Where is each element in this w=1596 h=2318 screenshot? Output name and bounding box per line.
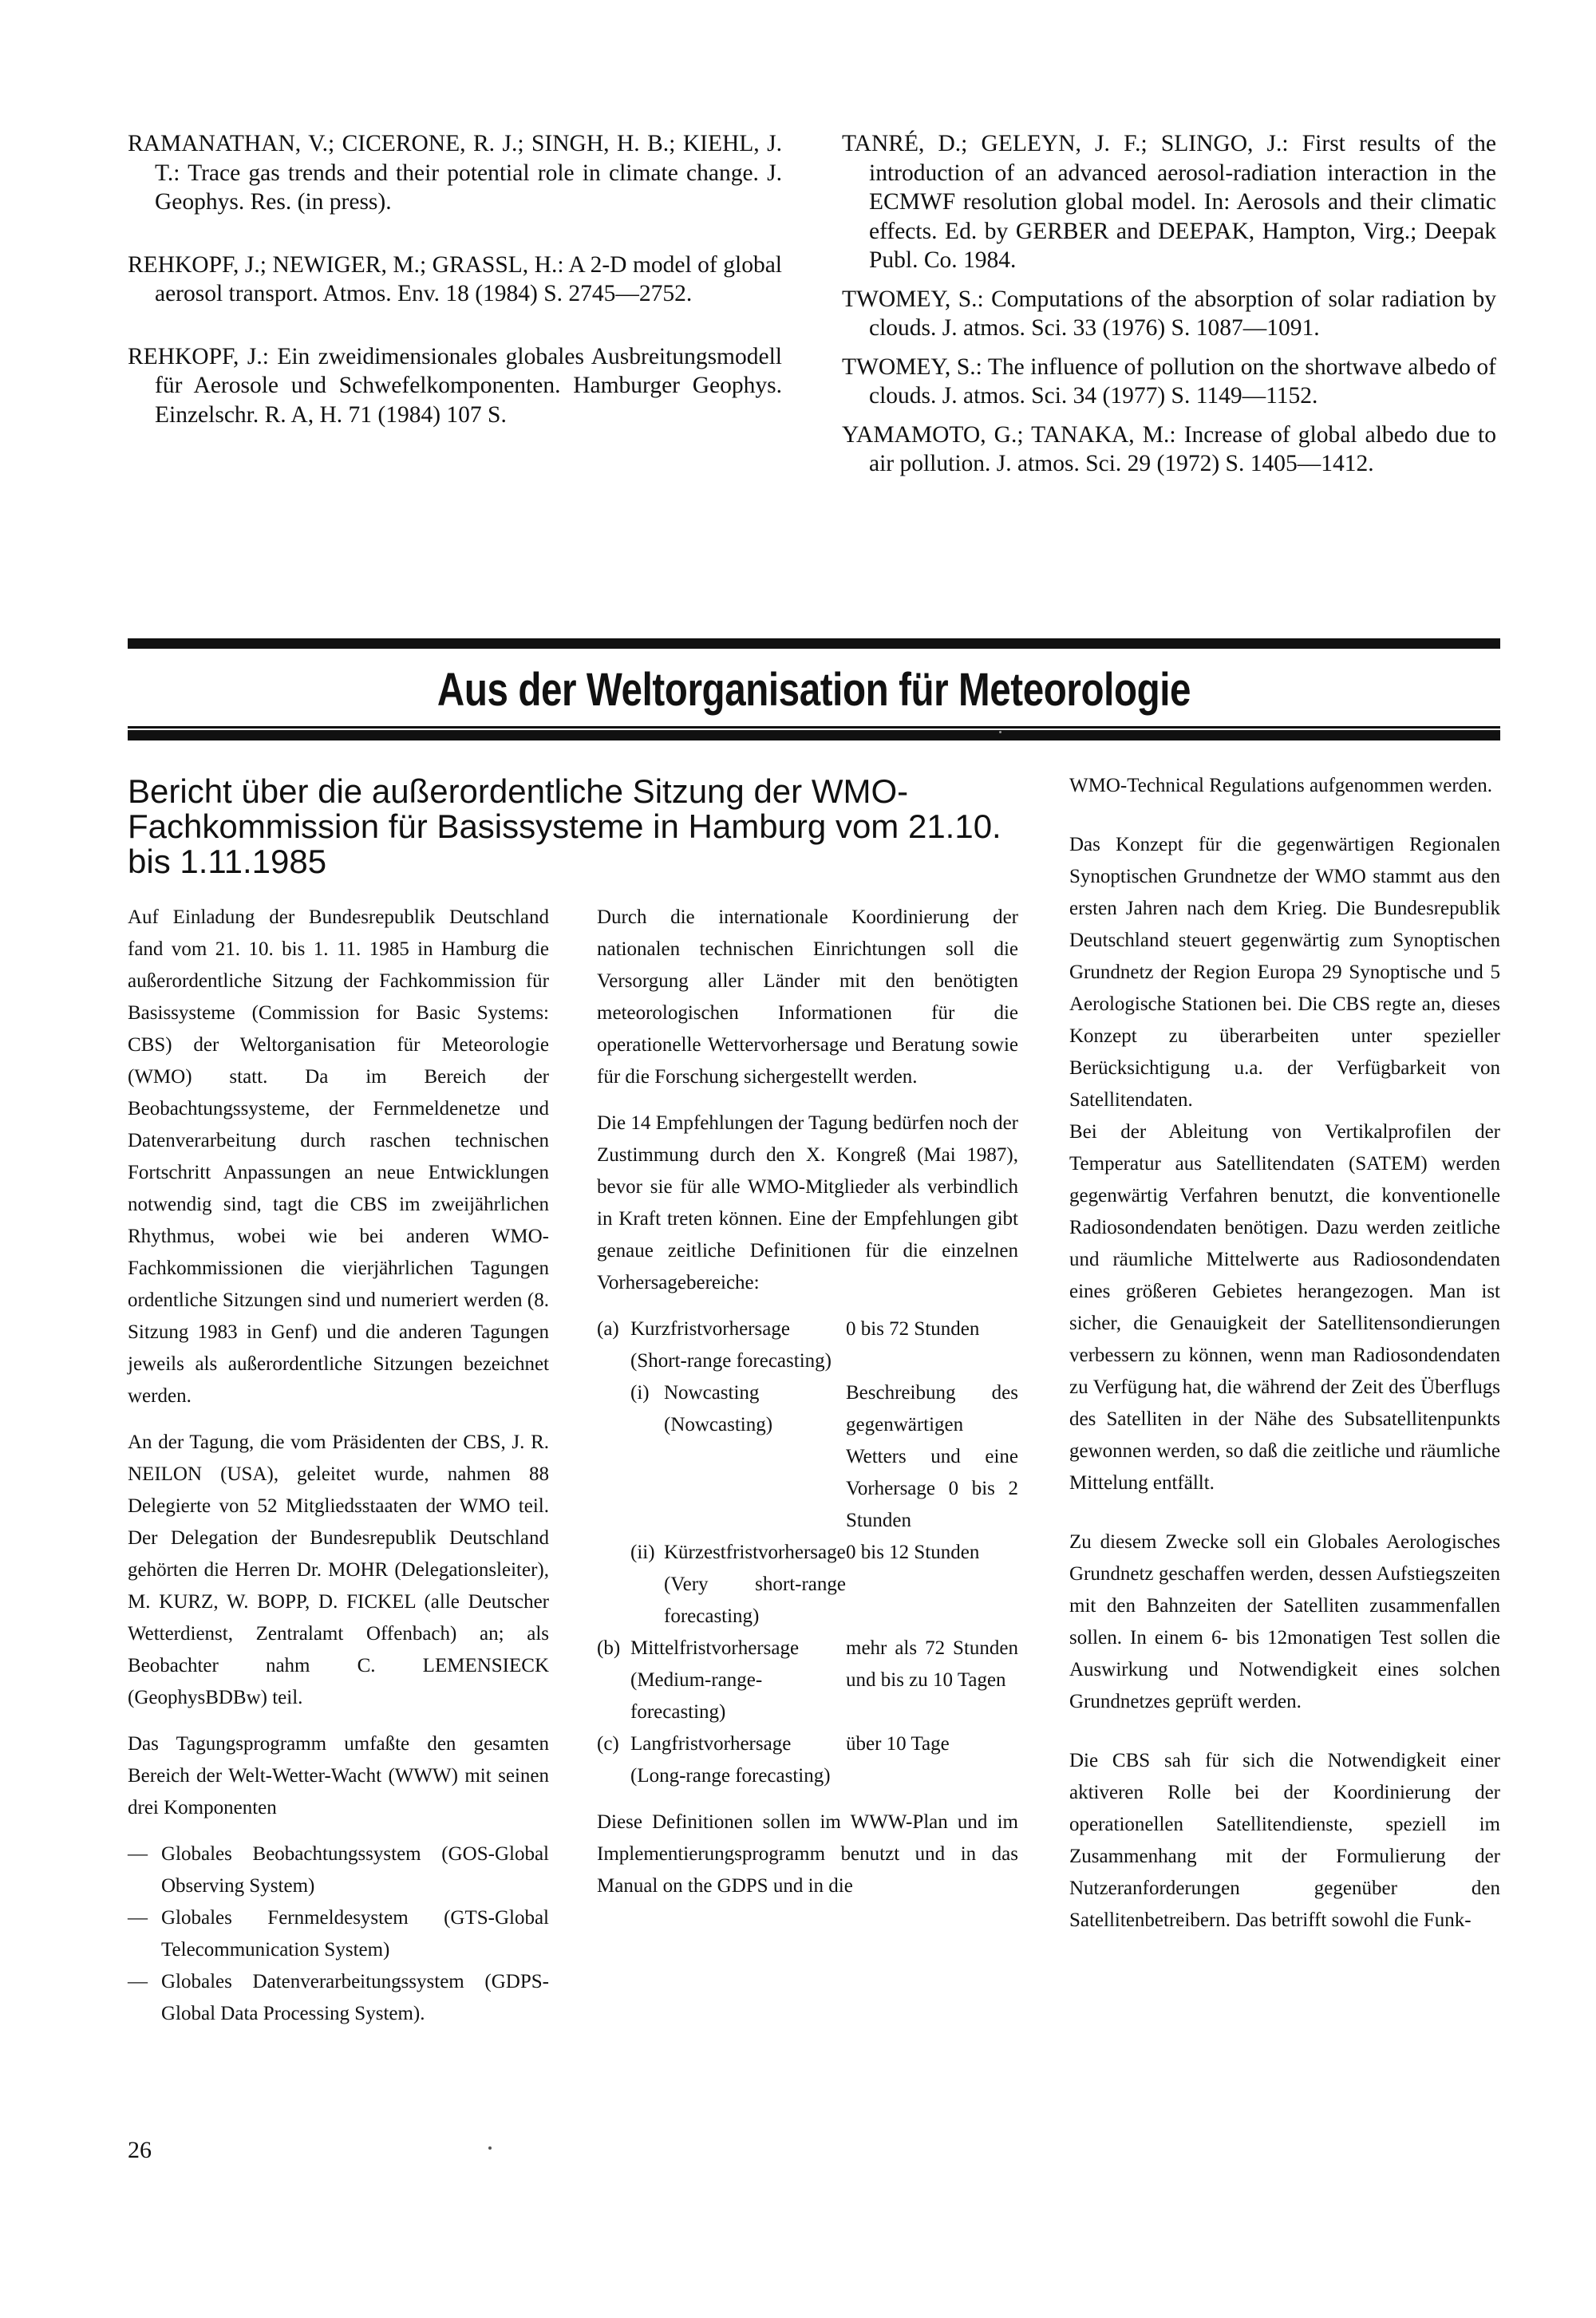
- paragraph: Das Konzept für die gegenwärtigen Regionalen Synoptischen Grundnetze der WMO stammt aus den ersten Jahren nach dem Krieg. Die Bundesrepublik Deutschland steuert gegenwärtig zum Synoptischen Grundnetz der Region Europa 29 Synoptische und 5 Aerologische Stationen bei. Die CBS regte an, dieses Konzept zu überarbeiten unter spezieller Berücksichtigung u.a. der Verfügbarkeit von Satellitendaten.: [1069, 834, 1500, 1111]
- reference-entry: TWOMEY, S.: Computations of the absorption of solar radiation by clouds. J. atmos. Sci. 33 (1976) S. 1087—1091.: [842, 286, 1496, 341]
- table-row: (c) Langfristvorhersage (Long-range forecasting) über 10 Tage: [597, 1733, 950, 1787]
- page-number: 26: [128, 2137, 152, 2163]
- article-column-1: [128, 902, 549, 2030]
- scan-speck: [488, 2146, 492, 2150]
- reference-entry: REHKOPF, J.; NEWIGER, M.; GRASSL, H.: A 2-D model of global aerosol transport. Atmos. Env. 18 (1984) S. 2745—2752.: [128, 251, 782, 306]
- component-list: [128, 1838, 549, 2030]
- list-dash: —: [128, 1843, 148, 1865]
- paragraph: WMO-Technical Regulations aufgenommen werden.: [1069, 775, 1493, 796]
- section-rule-bottom: [128, 730, 1500, 740]
- forecast-definitions-table: [597, 1313, 1018, 1792]
- paragraph: Die CBS sah für sich die Notwendigkeit einer aktiveren Rolle bei der Koordinierung der operationellen Satellitendienste, speziell im Zusammenhang mit der Formulierung der Nutzeranforderungen gegenüber den Satellitenbetreibern. Das betrifft sowohl die Funk-: [1069, 1750, 1500, 1931]
- paragraph: Diese Definitionen sollen im WWW-Plan und im Implementierungsprogramm benutzt und in das Manual on the GDPS und in die: [597, 1811, 1018, 1897]
- reference-entry: REHKOPF, J.: Ein zweidimensionales globales Ausbreitungsmodell für Aerosole und Schwefelkomponenten. Hamburger Geophys. Einzelschr. R. A, H. 71 (1984) 107 S.: [128, 343, 782, 428]
- reference-entry: YAMAMOTO, G.; TANAKA, M.: Increase of global albedo due to air pollution. J. atmos. Sci. 29 (1972) S. 1405—1412.: [842, 421, 1496, 476]
- references-left: [128, 129, 782, 463]
- reference-entry: TANRÉ, D.; GELEYN, J. F.; SLINGO, J.: First results of the introduction of an advanced aerosol-radiation interaction in the ECMWF resolution global model. In: Aerosols and their climatic effects. Ed. by GERBER and DEEPAK, Hampton, Virg.; Deepak Publ. Co. 1984.: [842, 131, 1496, 273]
- list-item: — Globales Datenverarbeitungssystem (GDPS-Global Data Processing System).: [128, 1966, 549, 2030]
- list-item: — Globales Fernmeldesystem (GTS-Global Telecommunication System): [128, 1902, 549, 1966]
- article-column-3: [1069, 770, 1500, 1951]
- section-title: Aus der Weltorganisation für Meteorologie: [437, 664, 1191, 716]
- paragraph: Durch die internationale Koordinierung der nationalen technischen Einrichtungen soll die Versorgung aller Länder mit den benötigten meteorologischen Informationen für die operationelle Wettervorhersage und Beratung sowie für die Forschung sichergestellt werden.: [597, 906, 1018, 1088]
- paragraph: Zu diesem Zwecke soll ein Globales Aerologisches Grundnetz geschaffen werden, dessen Aufstiegszeiten mit den Bahnzeiten der Satelliten zusammenfallen sollen. In einem 6- bis 12monatigen Test sollen die Auswirkung und Notwendigkeit eines solchen Grundnetzes geprüft werden.: [1069, 1531, 1500, 1712]
- table-row: (i) Nowcasting (Nowcasting) Beschreibung des gegenwärtigen Wetters und eine Vorhersage 0 bis 2 Stunden: [630, 1382, 1018, 1531]
- list-item: — Globales Beobachtungssystem (GOS-Global Observing System): [128, 1838, 549, 1902]
- paragraph: Die 14 Empfehlungen der Tagung bedürfen noch der Zustimmung durch den X. Kongreß (Mai 1987), bevor sie für alle WMO-Mitglieder als verbindlich in Kraft treten können. Eine der Empfehlungen gibt genaue zeitliche Definitionen für die einzelnen Vorhersagebereiche:: [597, 1112, 1018, 1293]
- reference-entry: RAMANATHAN, V.; CICERONE, R. J.; SINGH, H. B.; KIEHL, J. T.: Trace gas trends and their potential role in climate change. J. Geophys. Res. (in press).: [128, 131, 782, 215]
- references-right: [842, 129, 1496, 488]
- paragraph: Auf Einladung der Bundesrepublik Deutschland fand vom 21. 10. bis 1. 11. 1985 in Hamburg die außerordentliche Sitzung der Fachkommission für Basissysteme (Commission for Basic Systems: CBS) der Weltorganisation für Meteorologie (WMO) statt. Da im Bereich der Beobachtungssysteme, der Fernmeldenetze und Datenverarbeitung durch raschen technischen Fortschritt Anpassungen an neue Entwicklungen notwendig sind, tagt die CBS im zweijährlichen Rhythmus, wobei wie bei anderen WMO-Fachkommissionen die vierjährlichen Tagungen ordentliche Sitzungen sind und numeriert werden (8. Sitzung 1983 in Genf) und die anderen Tagungen jeweils als außerordentliche Sitzungen bezeichnet werden.: [128, 906, 549, 1407]
- paragraph: Bei der Ableitung von Vertikalprofilen der Temperatur aus Satellitendaten (SATEM) werden gegenwärtig Verfahren benutzt, die konventionelle Radiosondendaten benötigen. Dazu werden zeitliche und räumliche Mittelwerte aus Radiosondendaten eines größeren Gebietes herangezogen. Man ist sicher, die Genauigkeit der Satellitensondierungen verbessern zu können, wenn man Radiosondendaten zu Verfügung hat, die während der Zeit des Überflugs des Satelliten in der Nähe des Subsatellitenpunkts gewonnen werden, so daß die zeitliche und räumliche Mittelung entfällt.: [1069, 1121, 1500, 1494]
- scan-speck: [999, 731, 1001, 733]
- section-rule-thin: [128, 726, 1500, 729]
- paragraph: Das Tagungsprogramm umfaßte den gesamten Bereich der Welt-Wetter-Wacht (WWW) mit seinen drei Komponenten: [128, 1733, 549, 1818]
- reference-entry: TWOMEY, S.: The influence of pollution on the shortwave albedo of clouds. J. atmos. Sci. 34 (1977) S. 1149—1152.: [842, 353, 1496, 409]
- paragraph: An der Tagung, die vom Präsidenten der CBS, J. R. NEILON (USA), geleitet wurde, nahmen 88 Delegierte von 52 Mitgliedsstaaten der WMO teil. Der Delegation der Bundesrepublik Deutschland gehörten die Herren Dr. MOHR (Delegationsleiter), M. KURZ, W. BOPP, D. FICKEL (alle Deutscher Wetterdienst, Zentralamt Offenbach) an; als Beobachter nahm C. LEMENSIECK (GeophysBDBw) teil.: [128, 1431, 549, 1708]
- article-title: Bericht über die außerordentliche Sitzung der WMO-Fachkommission für Basissysteme in Hamburg vom 21.10. bis 1.11.1985: [128, 772, 1001, 880]
- list-dash: —: [128, 1971, 148, 1992]
- table-row: (b) Mittelfristvorhersage (Medium-range-forecasting) mehr als 72 Stunden und bis zu 10 Tagen: [597, 1637, 1018, 1723]
- table-row: (ii) Kürzestfristvorhersage (Very short-range forecasting) 0 bis 12 Stunden: [630, 1542, 980, 1627]
- list-dash: —: [128, 1907, 148, 1929]
- table-row: (a) Kurzfristvorhersage (Short-range forecasting) 0 bis 72 Stunden: [597, 1318, 980, 1372]
- section-rule-top: [128, 638, 1500, 649]
- article-column-2: [597, 902, 1018, 1917]
